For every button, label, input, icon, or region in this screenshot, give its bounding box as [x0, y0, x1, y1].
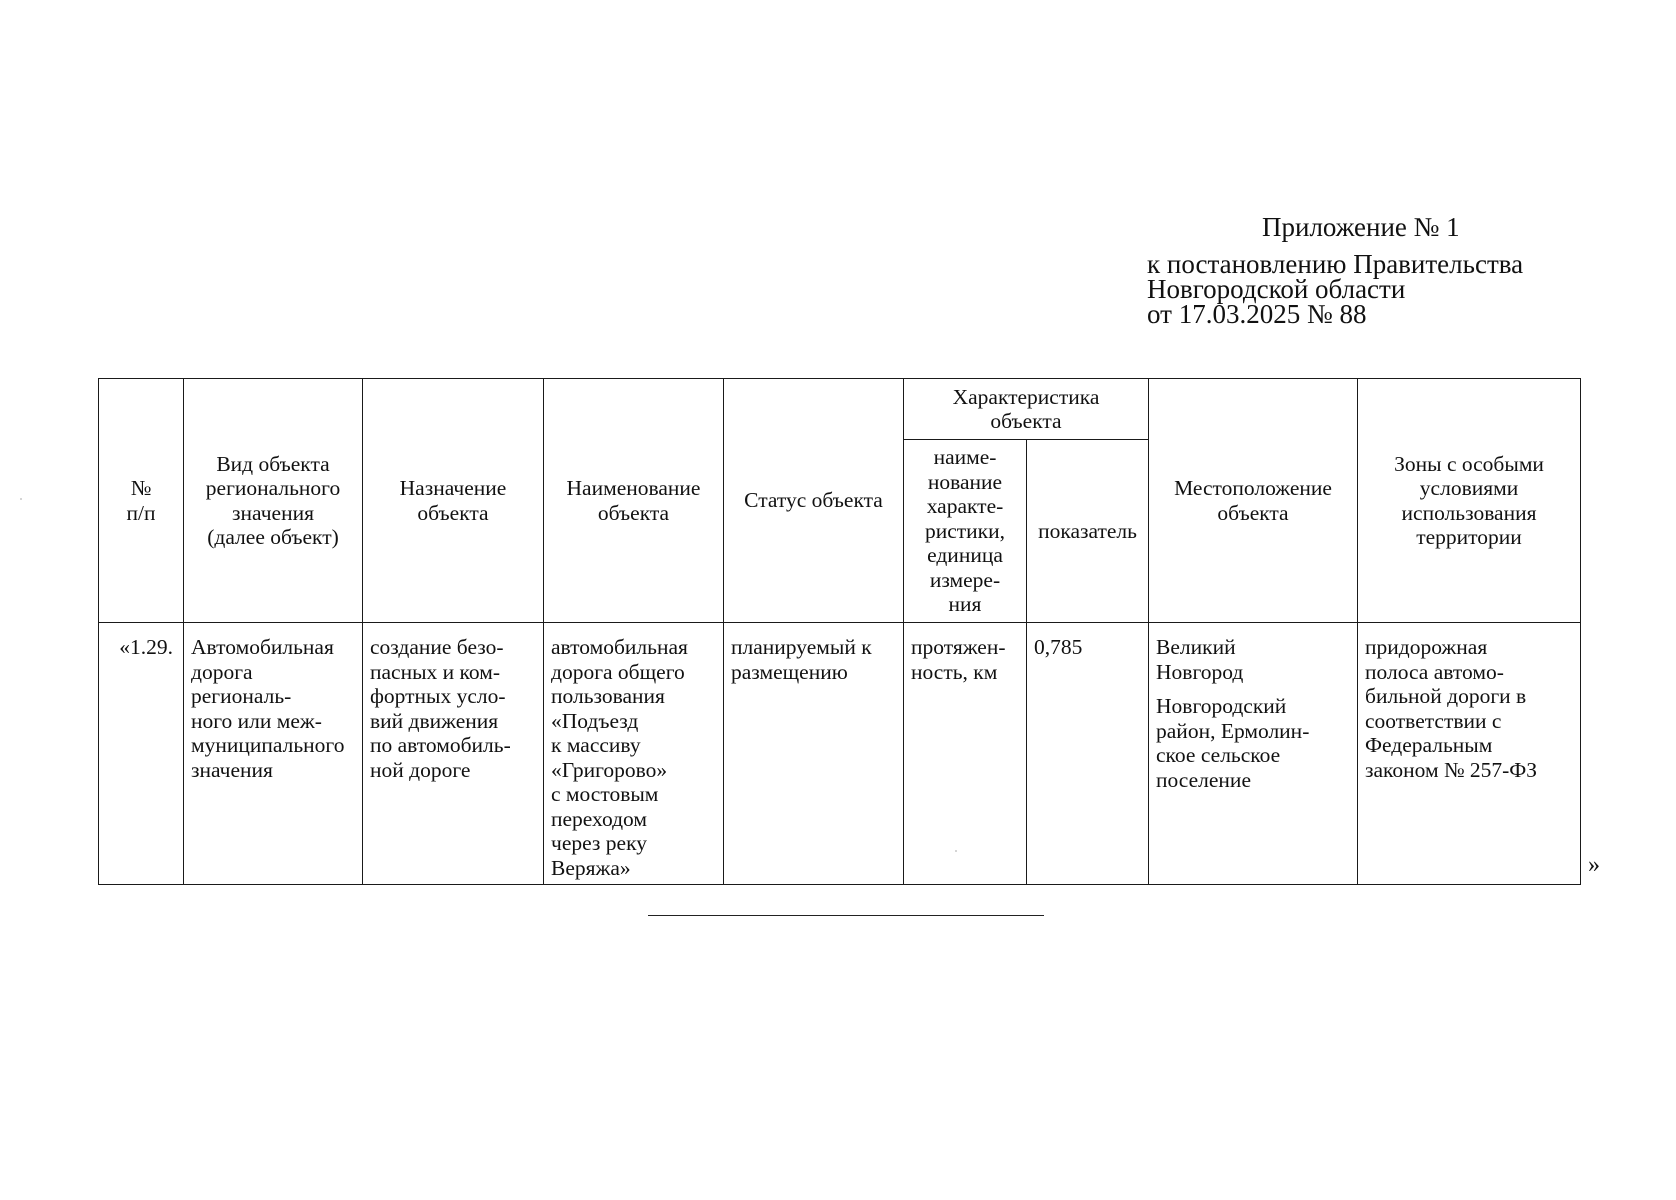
row-name: автомобильная дорога общего пользования «Подъезд к массиву «Григорово» с мостовым переходом через реку Веряжа»	[544, 623, 724, 885]
header-zones: Зоны с особыми условиями использования территории	[1358, 379, 1581, 623]
appendix-line-region: Новгородской области	[1147, 274, 1406, 304]
header-status: Статус объекта	[724, 379, 904, 623]
row-kind: Автомобильная дорога региональ- ного или меж- муниципального значения	[184, 623, 363, 885]
row-status: планируемый к размещению	[724, 623, 904, 885]
header-name: Наименование объекта	[544, 379, 724, 623]
scan-speck	[955, 850, 957, 852]
header-num: № п/п	[99, 379, 184, 623]
header-location: Местоположение объекта	[1149, 379, 1358, 623]
table-header-row-1	[99, 379, 1581, 440]
row-num: «1.29.	[99, 623, 184, 885]
header-characteristics: Характеристика объекта	[904, 379, 1149, 440]
header-purpose: Назначение объекта	[363, 379, 544, 623]
row-purpose: создание безо- пасных и ком- фортных усло- вий движения по автомобиль- ной дороге	[363, 623, 544, 885]
header-kind: Вид объекта регионального значения (далее объект)	[184, 379, 363, 623]
row-location	[1149, 623, 1358, 885]
header-char-value: показатель	[1027, 440, 1149, 623]
appendix-line-resolution: к постановлению Правительства	[1147, 249, 1524, 279]
location-district: Новгородский район, Ермолин- ское сельское поселение	[1156, 694, 1310, 792]
appendix-line-date-number: от 17.03.2025 № 88	[1147, 299, 1367, 329]
end-of-document-rule	[648, 915, 1044, 916]
appendix-reference	[1147, 249, 1524, 329]
header-char-name: наиме- нование характе- ристики, единица измере- ния	[904, 440, 1027, 623]
row-char-value: 0,785	[1027, 623, 1149, 885]
table-row	[99, 623, 1581, 885]
scan-speck	[20, 498, 22, 500]
closing-quote: »	[1588, 852, 1600, 878]
row-char-name: протяжен- ность, км	[904, 623, 1027, 885]
appendix-title: Приложение № 1	[1262, 212, 1460, 242]
objects-table	[98, 378, 1581, 885]
location-city: Великий Новгород	[1156, 635, 1244, 684]
row-zones: придорожная полоса автомо- бильной дороги в соответствии с Федеральным законом № 257-ФЗ	[1358, 623, 1581, 885]
